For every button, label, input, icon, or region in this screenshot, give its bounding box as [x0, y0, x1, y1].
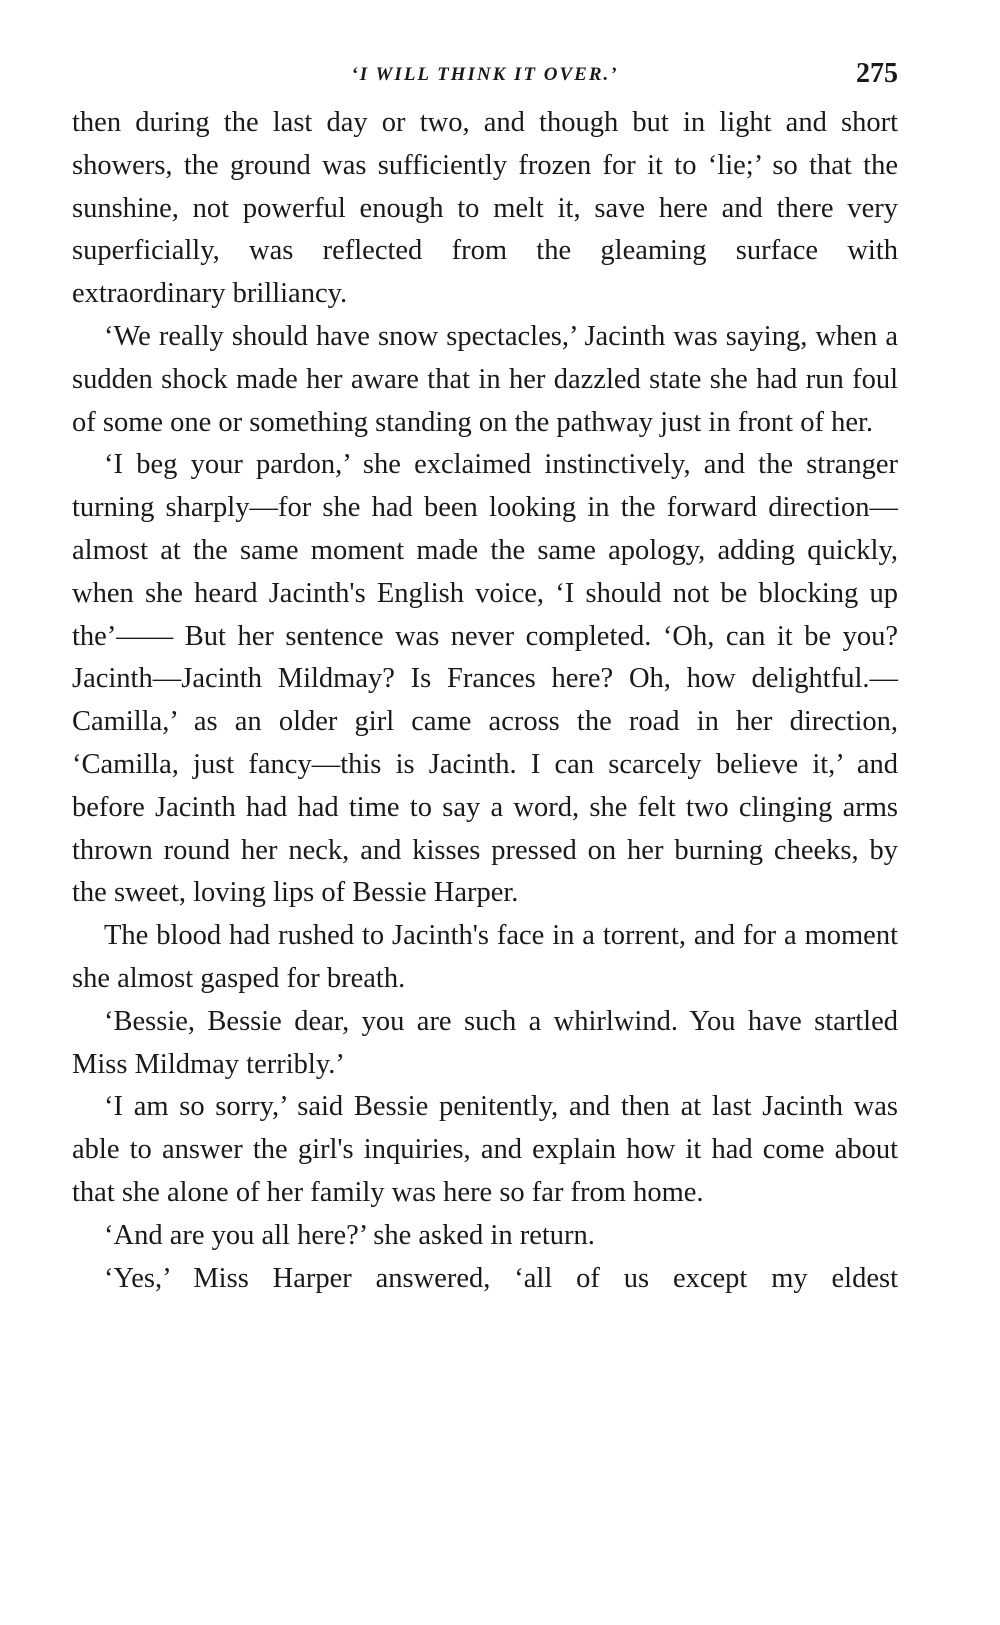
paragraph-6: ‘I am so sorry,’ said Bessie penitently, and then at last Jacinth was able to answer the girl's inquiries, and explain how it had come about that she alone of her family was here so far from home. — [72, 1091, 898, 1208]
page-header — [72, 58, 898, 102]
paragraph-8: ‘Yes,’ Miss Harper answered, ‘all of us except my eldest — [104, 1262, 898, 1294]
running-title: ‘I WILL THINK IT OVER.’ — [351, 64, 619, 85]
paragraph-3: ‘I beg your pardon,’ she exclaimed instinctively, and the stranger turning sharply—for she had been looking in the forward direction—almost at the same moment made the same apology, adding quickly, when she heard Jacinth's English voice, ‘I should not be blocking up the’—— But her sentence was never completed. ‘Oh, can it be you? Jacinth—Jacinth Mildmay? Is Frances here? Oh, how delightful.—Camilla,’ as an older girl came across the road in her direction, ‘Camilla, just fancy—this is Jacinth. I can scarcely believe it,’ and before Jacinth had had time to say a word, she felt two clinging arms thrown round her neck, and kisses pressed on her burning cheeks, by the sweet, loving lips of Bessie Harper. — [72, 449, 898, 909]
page-number: 275 — [856, 58, 898, 89]
paragraph-7: ‘And are you all here?’ she asked in return. — [104, 1219, 595, 1251]
paragraph-5: ‘Bessie, Bessie dear, you are such a whirlwind. You have startled Miss Mildmay terribly.’ — [72, 1005, 898, 1080]
paragraph-4: The blood had rushed to Jacinth's face in a torrent, and for a moment she almost gasped for breath. — [72, 920, 898, 994]
body-text — [72, 102, 898, 1300]
paragraph-2: ‘We really should have snow spectacles,’ Jacinth was saying, when a sudden shock made her aware that in her dazzled state she had run foul of some one or something standing on the pathway just in front of her. — [72, 320, 898, 438]
paragraph-1: then during the last day or two, and though but in light and short showers, the ground was sufficiently frozen for it to ‘lie;’ so that the sunshine, not powerful enough to melt it, save here and there very superficially, was reflected from the gleaming surface with extraordinary brilliancy. — [72, 107, 898, 310]
book-page — [72, 58, 898, 1300]
